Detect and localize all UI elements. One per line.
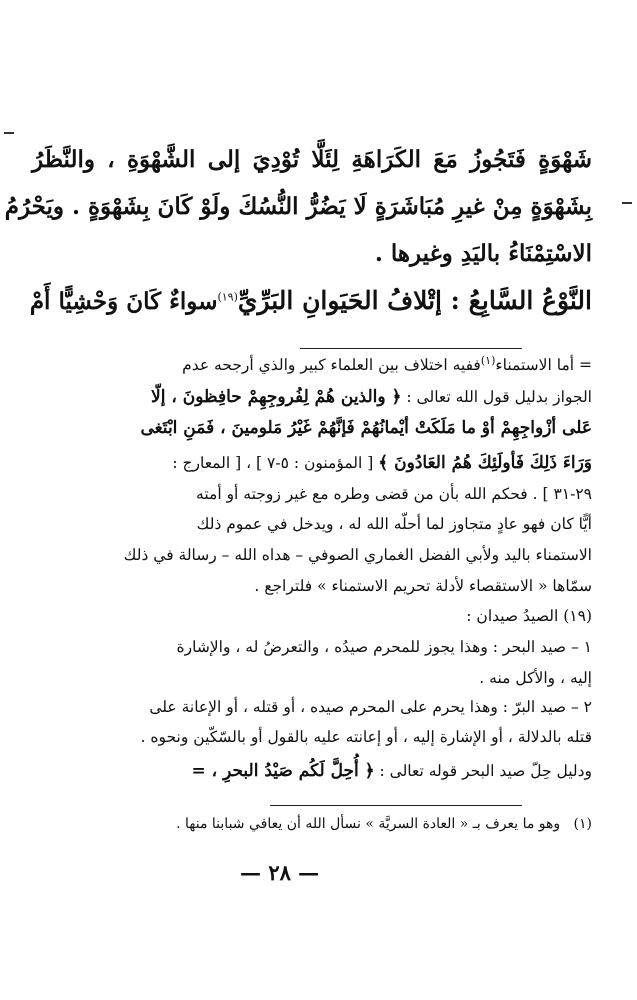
- quran-verse: ﴿ أُحِلَّ لَكُم صَيْدُ البحرِ ، =: [191, 761, 375, 781]
- footnote-line-13: قتله بالدلالة ، أو الإشارة إليه ، أو إعانته عليه بالقول أو بالسّكّين ونحوه .: [140, 728, 592, 746]
- margin-tick-mark: [622, 202, 632, 204]
- footnote-line-10: ١ – صيد البحر : وهذا يجوز للمحرم صيدُه ، والتعرضُ له ، والإشارة: [176, 638, 592, 656]
- section-heading-line: النَّوْعُ السَّابِعُ : إتْلافُ الحَيَوانِ البَرِّيِّ$^{(١٩)}$سواءٌ كَانَ وَحْشِيًّا أَمْ: [29, 286, 592, 315]
- quran-verse: عَلى أزْواجِهِمْ أوْ ما مَلَكَتْ أيْمانُهُمْ فَإنَّهُمْ غَيْرُ مَلومينَ ، فَمَنِ ابْتَغى: [140, 418, 592, 438]
- section-heading: النَّوْعُ السَّابِعُ : إتْلافُ الحَيَوانِ البَرِّيِّ: [237, 286, 592, 315]
- footnote-line-8: سمّاها « الاستقصاء لأدلة تحريم الاستمناء » فلتراجع .: [254, 577, 592, 595]
- footnote-separator: [300, 348, 522, 349]
- main-text-line-3: الاسْتِمْنَاءُ باليَدِ وغيرها .: [374, 240, 592, 267]
- footnote-line-3: [140, 418, 592, 438]
- footnote-line-12: ٢ – صيد البرّ : وهذا يحرم على المحرم صيده ، أو قتله ، أو الإعانة على: [149, 698, 592, 716]
- quran-verse: وَرَاءَ ذَلِكَ فَأولَئِكَ هُمُ العَادُونَ ﴾: [378, 453, 592, 473]
- footnote-line-7: الاستمناء باليد ولأبي الفضل الغماري الصوفي – هداه الله – رسالة في ذلك: [123, 546, 592, 564]
- main-text-line-1: شَهْوَةٍ فَتَجُوزُ مَعَ الكَرَاهَةِ لِئَلَّا تُوْدِيَ إلى الشَّهْوَةِ ، والنَّظَرُ: [32, 146, 592, 173]
- footnote-line-14: ودليل حِلّ صيد البحر قوله تعالى : ﴿ أُحِلَّ لَكُم صَيْدُ البحرِ ، =: [191, 761, 592, 781]
- footnote-line-5: ٢٩-٣١ ] . فحكم الله بأن من قضى وطره مع غير زوجته أو أمته: [196, 485, 592, 503]
- footnote-line-9: (١٩) الصيدُ صيدان :: [466, 607, 592, 625]
- quran-verse: ﴿ والذين هُمْ لِفُروجِهِمْ حافِظونَ ، إلّا: [151, 387, 402, 407]
- footnote-line-1: = أما الاستمناء$^{(١)}$ففيه اختلاف بين العلماء كبير والذي أرجحه عدم: [182, 354, 592, 375]
- bottom-note-separator: [270, 805, 522, 806]
- bottom-note: (١) وهو ما يعرف بـ « العادة السريَّة » نسأل الله أن يعافي شبابنا منها .: [176, 816, 592, 832]
- main-text-line-2: بِشَهْوَةٍ مِنْ غيرِ مُبَاشَرَةٍ لَا يَضُرُّ النُّسُكَ ولَوْ كَانَ بِشَهْوَةٍ . ويَحْرُمُ: [4, 193, 592, 220]
- footnote-line-4: وَرَاءَ ذَلِكَ فَأولَئِكَ هُمُ العَادُونَ ﴾ [ المؤمنون : ٥-٧ ] ، [ المعارج :: [172, 453, 592, 473]
- bottom-note-number: (١): [573, 816, 592, 832]
- footnote-line-2: الجواز بدليل قول الله تعالى : ﴿ والذين هُمْ لِفُروجِهِمْ حافِظونَ ، إلّا: [151, 387, 592, 407]
- footnote-line-11: إليه ، والأكل منه .: [479, 669, 592, 687]
- footnote-ref: (١٩): [217, 290, 238, 304]
- margin-tick-mark: [4, 132, 14, 134]
- footnote-line-6: أيًّا كان فهو عادٍ متجاوز لما أحلّه الله له ، ويدخل في عموم ذلك: [196, 515, 592, 533]
- page-number: — ٢٨ —: [240, 860, 320, 885]
